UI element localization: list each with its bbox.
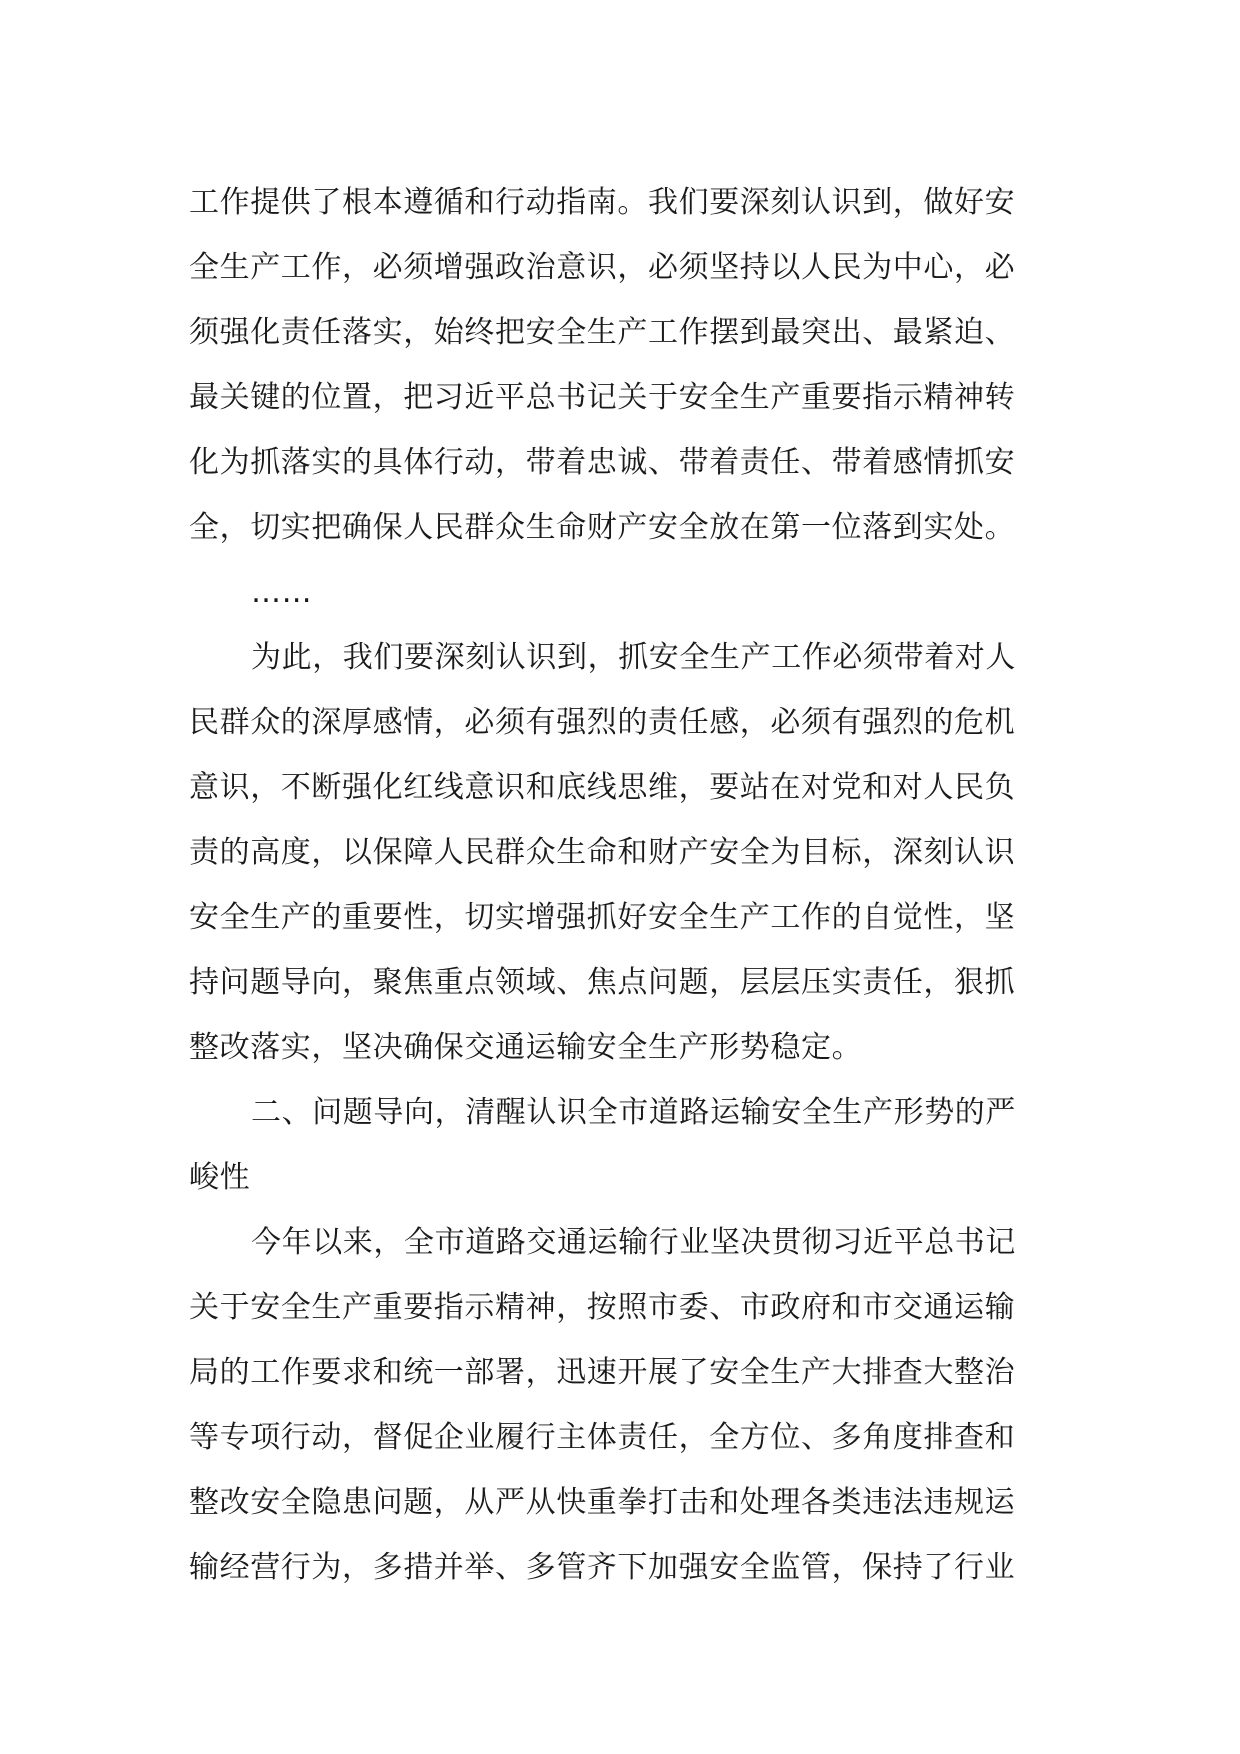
text-line: 化为抓落实的具体行动，带着忠诚、带着责任、带着感情抓安	[189, 445, 1016, 480]
text-line: 意识，不断强化红线意识和底线思维，要站在对党和对人民负	[189, 770, 1016, 805]
text-line: 输经营行为，多措并举、多管齐下加强安全监管，保持了行业	[189, 1550, 1016, 1585]
text-line: 等专项行动，督促企业履行主体责任，全方位、多角度排查和	[189, 1420, 1016, 1455]
text-line: 工作提供了根本遵循和行动指南。我们要深刻认识到，做好安	[189, 185, 1016, 220]
body-text	[189, 170, 1059, 1600]
text-line: 持问题导向，聚焦重点领域、焦点问题，层层压实责任，狠抓	[189, 965, 1016, 1000]
text-line: 民群众的深厚感情，必须有强烈的责任感，必须有强烈的危机	[189, 705, 1016, 740]
paragraph-start-line: 今年以来，全市道路交通运输行业坚决贯彻习近平总书记	[251, 1225, 1016, 1260]
text-line: 全，切实把确保人民群众生命财产安全放在第一位落到实处。	[189, 510, 1016, 545]
text-line: 全生产工作，必须增强政治意识，必须坚持以人民为中心，必	[189, 250, 1016, 285]
text-line: 局的工作要求和统一部署，迅速开展了安全生产大排查大整治	[189, 1355, 1016, 1390]
text-line: 关于安全生产重要指示精神，按照市委、市政府和市交通运输	[189, 1290, 1016, 1325]
text-line: 最关键的位置，把习近平总书记关于安全生产重要指示精神转	[189, 380, 1016, 415]
section-heading-line: 峻性	[189, 1160, 251, 1195]
paragraph-start-line: 为此，我们要深刻认识到，抓安全生产工作必须带着对人	[251, 640, 1016, 675]
text-line: 整改安全隐患问题，从严从快重拳打击和处理各类违法违规运	[189, 1485, 1016, 1520]
text-line: 责的高度，以保障人民群众生命和财产安全为目标，深刻认识	[189, 835, 1016, 870]
text-line: 须强化责任落实，始终把安全生产工作摆到最突出、最紧迫、	[189, 315, 1016, 350]
text-line: 整改落实，坚决确保交通运输安全生产形势稳定。	[189, 1030, 863, 1065]
ellipsis-line: ……	[251, 575, 313, 610]
text-line: 安全生产的重要性，切实增强抓好安全生产工作的自觉性，坚	[189, 900, 1016, 935]
section-heading-line: 二、问题导向，清醒认识全市道路运输安全生产形势的严	[251, 1095, 1016, 1130]
